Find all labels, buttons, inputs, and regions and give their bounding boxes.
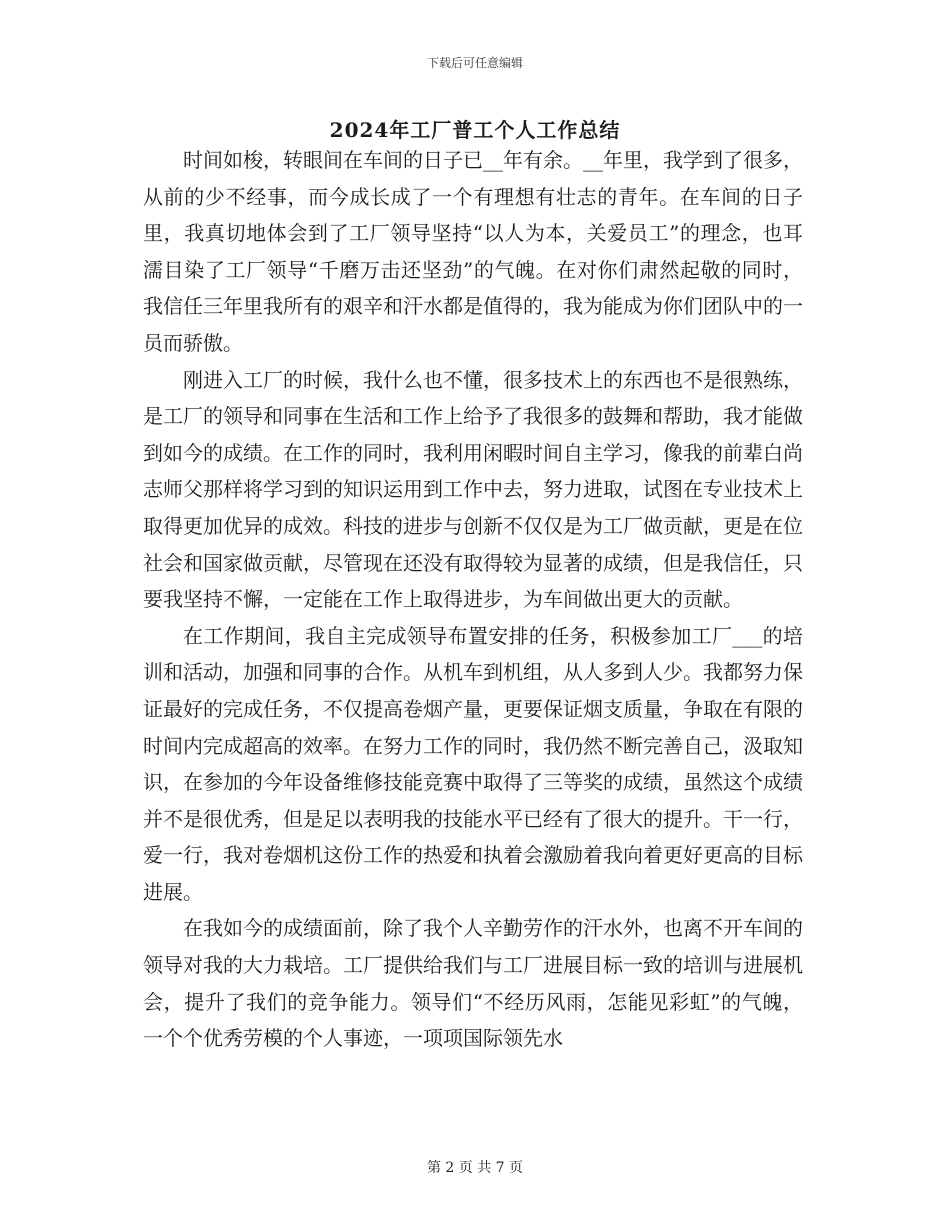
document-title: 2024年工厂普工个人工作总结 <box>329 118 621 142</box>
page-number: 第 2 页 共 7 页 <box>426 1160 524 1176</box>
document-body <box>143 142 803 1057</box>
paragraph-1: 时间如梭，转眼间在车间的日子已__年有余。__年里，我学到了很多，从前的少不经事，而今成长成了一个有理想有壮志的青年。在车间的日子里，我真切地体会到了工厂领导坚持“以人为本，关爱员工”的理念，也耳濡目染了工厂领导“千磨万击还坚劲”的气魄。在对你们肃然起敬的同时，我信任三年里我所有的艰辛和汗水都是值得的，我为能成为你们团队中的一员而骄傲。 <box>143 148 803 355</box>
paragraph-2: 刚进入工厂的时候，我什么也不懂，很多技术上的东西也不是很熟练，是工厂的领导和同事在生活和工作上给予了我很多的鼓舞和帮助，我才能做到如今的成绩。在工作的同时，我利用闲暇时间自主学习，像我的前辈白尚志师父那样将学习到的知识运用到工作中去，努力进取，试图在专业技术上取得更加优异的成效。科技的进步与创新不仅仅是为工厂做贡献，更是在位社会和国家做贡献，尽管现在还没有取得较为显著的成绩，但是我信任，只要我坚持不懈，一定能在工作上取得进步，为车间做出更大的贡献。 <box>143 367 803 612</box>
paragraph-3: 在工作期间，我自主完成领导布置安排的任务，积极参加工厂___的培训和活动，加强和同事的合作。从机车到机组，从人多到人少。我都努力保证最好的完成任务，不仅提高卷烟产量，更要保证烟支质量，争取在有限的时间内完成超高的效率。在努力工作的同时，我仍然不断完善自己，汲取知识，在参加的今年设备维修技能竞赛中取得了三等奖的成绩，虽然这个成绩并不是很优秀，但是足以表明我的技能水平已经有了很大的提升。干一行，爱一行，我对卷烟机这份工作的热爱和执着会激励着我向着更好更高的目标进展。 <box>143 623 803 904</box>
page-header-note: 下载后可任意编辑 <box>426 56 523 70</box>
paragraph-4: 在我如今的成绩面前，除了我个人辛勤劳作的汗水外，也离不开车间的领导对我的大力栽培。工厂提供给我们与工厂进展目标一致的培训与进展机会，提升了我们的竞争能力。领导们“不经历风雨，怎能见彩虹”的气魄，一个个优秀劳模的个人事迹，一项项国际领先水 <box>143 916 803 1051</box>
